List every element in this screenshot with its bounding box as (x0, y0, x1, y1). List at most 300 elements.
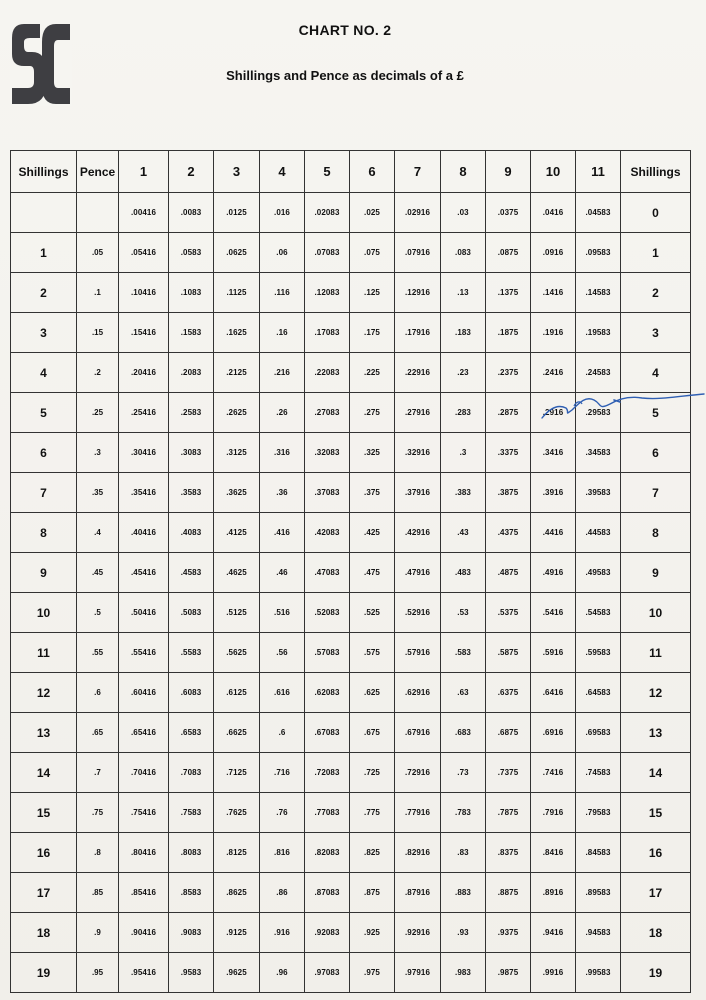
table-row (11, 553, 691, 593)
decimal-value-cell: .4375 (486, 513, 531, 553)
decimal-value-cell: .0083 (169, 193, 214, 233)
decimal-value-cell: .20416 (119, 353, 169, 393)
decimal-value-cell: .9625 (214, 953, 260, 993)
decimal-value-cell: .6125 (214, 673, 260, 713)
shillings-right-cell: 15 (621, 793, 691, 833)
decimal-value-cell: .86 (260, 873, 305, 913)
decimal-value-cell: .56 (260, 633, 305, 673)
decimal-value-cell: .52916 (395, 593, 441, 633)
decimal-value-cell: .7375 (486, 753, 531, 793)
decimal-value-cell: .99583 (576, 953, 621, 993)
decimal-value-cell: .0375 (486, 193, 531, 233)
decimal-value-cell: .183 (441, 313, 486, 353)
shillings-right-cell: 5 (621, 393, 691, 433)
decimal-value-cell: .62083 (305, 673, 350, 713)
decimal-value-cell: .87916 (395, 873, 441, 913)
decimal-value-cell: .4916 (531, 553, 576, 593)
decimal-value-cell: .1875 (486, 313, 531, 353)
decimal-value-cell: .04583 (576, 193, 621, 233)
decimal-value-cell: .5375 (486, 593, 531, 633)
conversion-table (10, 150, 691, 993)
decimal-value-cell: .3916 (531, 473, 576, 513)
decimal-value-cell: .175 (350, 313, 395, 353)
table-row (11, 873, 691, 913)
table-row (11, 713, 691, 753)
pence-cell: .75 (77, 793, 119, 833)
pence-cell: .35 (77, 473, 119, 513)
decimal-value-cell: .0416 (531, 193, 576, 233)
decimal-value-cell: .53 (441, 593, 486, 633)
decimal-value-cell: .125 (350, 273, 395, 313)
table-body (11, 193, 691, 993)
shillings-right-cell: 13 (621, 713, 691, 753)
decimal-value-cell: .9083 (169, 913, 214, 953)
decimal-value-cell: .6083 (169, 673, 214, 713)
header-pence-1: 1 (119, 151, 169, 193)
decimal-value-cell: .00416 (119, 193, 169, 233)
header-shillings: Shillings (11, 151, 77, 193)
shillings-right-cell: 9 (621, 553, 691, 593)
decimal-value-cell: .76 (260, 793, 305, 833)
decimal-value-cell: .44583 (576, 513, 621, 553)
decimal-value-cell: .96 (260, 953, 305, 993)
decimal-value-cell: .516 (260, 593, 305, 633)
decimal-value-cell: .77916 (395, 793, 441, 833)
decimal-value-cell: .9375 (486, 913, 531, 953)
table-row (11, 513, 691, 553)
decimal-value-cell: .075 (350, 233, 395, 273)
decimal-value-cell: .4083 (169, 513, 214, 553)
shillings-right-cell: 8 (621, 513, 691, 553)
decimal-value-cell: .27083 (305, 393, 350, 433)
decimal-value-cell: .67083 (305, 713, 350, 753)
shillings-right-cell: 18 (621, 913, 691, 953)
decimal-value-cell: .025 (350, 193, 395, 233)
table-row (11, 953, 691, 993)
decimal-value-cell: .07083 (305, 233, 350, 273)
decimal-value-cell: .19583 (576, 313, 621, 353)
decimal-value-cell: .4583 (169, 553, 214, 593)
table-row (11, 673, 691, 713)
shillings-cell: 5 (11, 393, 77, 433)
table-row (11, 273, 691, 313)
decimal-value-cell: .4875 (486, 553, 531, 593)
table-row (11, 833, 691, 873)
shillings-right-cell: 19 (621, 953, 691, 993)
decimal-value-cell: .57916 (395, 633, 441, 673)
decimal-value-cell: .0583 (169, 233, 214, 273)
header-pence-11: 11 (576, 151, 621, 193)
table-row (11, 793, 691, 833)
decimal-value-cell: .13 (441, 273, 486, 313)
decimal-value-cell: .45416 (119, 553, 169, 593)
shillings-right-cell: 10 (621, 593, 691, 633)
decimal-value-cell: .1416 (531, 273, 576, 313)
header-pence-6: 6 (350, 151, 395, 193)
decimal-value-cell: .2916 (531, 393, 576, 433)
decimal-value-cell: .3125 (214, 433, 260, 473)
table-row (11, 593, 691, 633)
header-pence-5: 5 (305, 151, 350, 193)
shillings-cell: 8 (11, 513, 77, 553)
decimal-value-cell: .83 (441, 833, 486, 873)
pence-cell: .45 (77, 553, 119, 593)
decimal-value-cell: .3083 (169, 433, 214, 473)
shillings-cell: 6 (11, 433, 77, 473)
shillings-cell: 1 (11, 233, 77, 273)
decimal-value-cell: .95416 (119, 953, 169, 993)
decimal-value-cell: .85416 (119, 873, 169, 913)
decimal-value-cell: .825 (350, 833, 395, 873)
pence-cell: .7 (77, 753, 119, 793)
decimal-value-cell: .17083 (305, 313, 350, 353)
decimal-value-cell: .325 (350, 433, 395, 473)
shillings-right-cell: 14 (621, 753, 691, 793)
decimal-value-cell: .583 (441, 633, 486, 673)
decimal-value-cell: .316 (260, 433, 305, 473)
decimal-value-cell: .9875 (486, 953, 531, 993)
shillings-cell: 9 (11, 553, 77, 593)
pence-cell: .55 (77, 633, 119, 673)
decimal-value-cell: .8125 (214, 833, 260, 873)
decimal-value-cell: .3625 (214, 473, 260, 513)
decimal-value-cell: .7083 (169, 753, 214, 793)
pence-cell: .1 (77, 273, 119, 313)
shillings-right-cell: 4 (621, 353, 691, 393)
shillings-right-cell: 17 (621, 873, 691, 913)
pence-cell: .3 (77, 433, 119, 473)
chart-title: Shillings and Pence as decimals of a £ (226, 68, 464, 83)
decimal-value-cell: .4625 (214, 553, 260, 593)
shillings-right-cell: 6 (621, 433, 691, 473)
decimal-value-cell: .87083 (305, 873, 350, 913)
pence-cell: .6 (77, 673, 119, 713)
header-pence-8: 8 (441, 151, 486, 193)
decimal-value-cell: .79583 (576, 793, 621, 833)
pence-cell: .95 (77, 953, 119, 993)
shillings-right-cell: 12 (621, 673, 691, 713)
decimal-value-cell: .2375 (486, 353, 531, 393)
decimal-value-cell: .1916 (531, 313, 576, 353)
header-pence: Pence (77, 151, 119, 193)
shillings-cell: 3 (11, 313, 77, 353)
decimal-value-cell: .3 (441, 433, 486, 473)
pence-cell: .05 (77, 233, 119, 273)
decimal-value-cell: .05416 (119, 233, 169, 273)
pence-cell: .15 (77, 313, 119, 353)
decimal-value-cell: .7916 (531, 793, 576, 833)
decimal-value-cell: .0875 (486, 233, 531, 273)
decimal-value-cell: .1083 (169, 273, 214, 313)
table-row (11, 433, 691, 473)
pence-cell: .25 (77, 393, 119, 433)
header-pence-2: 2 (169, 151, 214, 193)
decimal-value-cell: .57083 (305, 633, 350, 673)
table-row (11, 193, 691, 233)
decimal-value-cell: .35416 (119, 473, 169, 513)
decimal-value-cell: .925 (350, 913, 395, 953)
decimal-value-cell: .97083 (305, 953, 350, 993)
decimal-value-cell: .6875 (486, 713, 531, 753)
pence-cell: .2 (77, 353, 119, 393)
decimal-value-cell: .42083 (305, 513, 350, 553)
decimal-value-cell: .675 (350, 713, 395, 753)
decimal-value-cell: .92083 (305, 913, 350, 953)
decimal-value-cell: .92916 (395, 913, 441, 953)
decimal-value-cell: .783 (441, 793, 486, 833)
decimal-value-cell: .82083 (305, 833, 350, 873)
shillings-right-cell: 3 (621, 313, 691, 353)
decimal-value-cell: .12916 (395, 273, 441, 313)
decimal-value-cell: .716 (260, 753, 305, 793)
decimal-value-cell: .47916 (395, 553, 441, 593)
decimal-value-cell: .5125 (214, 593, 260, 633)
decimal-value-cell: .8875 (486, 873, 531, 913)
decimal-value-cell: .083 (441, 233, 486, 273)
decimal-value-cell: .12083 (305, 273, 350, 313)
pence-cell: .5 (77, 593, 119, 633)
decimal-value-cell: .37083 (305, 473, 350, 513)
table-row (11, 393, 691, 433)
decimal-value-cell: .42916 (395, 513, 441, 553)
decimal-value-cell: .72083 (305, 753, 350, 793)
shillings-cell: 18 (11, 913, 77, 953)
table-row (11, 633, 691, 673)
table-row (11, 313, 691, 353)
decimal-value-cell: .69583 (576, 713, 621, 753)
decimal-value-cell: .8375 (486, 833, 531, 873)
decimal-value-cell: .1625 (214, 313, 260, 353)
shillings-cell: 13 (11, 713, 77, 753)
decimal-value-cell: .07916 (395, 233, 441, 273)
shillings-cell: 14 (11, 753, 77, 793)
decimal-value-cell: .8416 (531, 833, 576, 873)
shillings-cell: 2 (11, 273, 77, 313)
decimal-value-cell: .36 (260, 473, 305, 513)
decimal-value-cell: .47083 (305, 553, 350, 593)
decimal-value-cell: .80416 (119, 833, 169, 873)
decimal-value-cell: .4416 (531, 513, 576, 553)
decimal-value-cell: .09583 (576, 233, 621, 273)
decimal-value-cell: .32916 (395, 433, 441, 473)
decimal-value-cell: .25416 (119, 393, 169, 433)
decimal-value-cell: .97916 (395, 953, 441, 993)
decimal-value-cell: .3583 (169, 473, 214, 513)
decimal-value-cell: .016 (260, 193, 305, 233)
decimal-value-cell: .9416 (531, 913, 576, 953)
decimal-value-cell: .116 (260, 273, 305, 313)
table-row (11, 753, 691, 793)
decimal-value-cell: .216 (260, 353, 305, 393)
pence-cell: .4 (77, 513, 119, 553)
decimal-value-cell: .6375 (486, 673, 531, 713)
decimal-value-cell: .62916 (395, 673, 441, 713)
decimal-value-cell: .22083 (305, 353, 350, 393)
decimal-value-cell: .6583 (169, 713, 214, 753)
decimal-value-cell: .9125 (214, 913, 260, 953)
decimal-value-cell: .916 (260, 913, 305, 953)
shillings-right-cell: 7 (621, 473, 691, 513)
shillings-cell: 4 (11, 353, 77, 393)
decimal-value-cell: .2125 (214, 353, 260, 393)
shillings-cell: 12 (11, 673, 77, 713)
table-row (11, 353, 691, 393)
decimal-value-cell: .50416 (119, 593, 169, 633)
decimal-value-cell: .90416 (119, 913, 169, 953)
decimal-value-cell: .1375 (486, 273, 531, 313)
decimal-value-cell: .3416 (531, 433, 576, 473)
decimal-value-cell: .7625 (214, 793, 260, 833)
decimal-value-cell: .84583 (576, 833, 621, 873)
decimal-value-cell: .7875 (486, 793, 531, 833)
table-row (11, 473, 691, 513)
header-pence-3: 3 (214, 151, 260, 193)
decimal-value-cell: .2875 (486, 393, 531, 433)
decimal-value-cell: .816 (260, 833, 305, 873)
shillings-cell: 15 (11, 793, 77, 833)
decimal-value-cell: .65416 (119, 713, 169, 753)
decimal-value-cell: .425 (350, 513, 395, 553)
decimal-value-cell: .8583 (169, 873, 214, 913)
pence-cell: .65 (77, 713, 119, 753)
shillings-right-cell: 2 (621, 273, 691, 313)
decimal-value-cell: .75416 (119, 793, 169, 833)
header-pence-4: 4 (260, 151, 305, 193)
table-row (11, 913, 691, 953)
decimal-value-cell: .43 (441, 513, 486, 553)
table-row (11, 233, 691, 273)
decimal-value-cell: .29583 (576, 393, 621, 433)
decimal-value-cell: .10416 (119, 273, 169, 313)
decimal-value-cell: .283 (441, 393, 486, 433)
decimal-value-cell: .8625 (214, 873, 260, 913)
decimal-value-cell: .55416 (119, 633, 169, 673)
decimal-value-cell: .1583 (169, 313, 214, 353)
decimal-value-cell: .6416 (531, 673, 576, 713)
decimal-value-cell: .06 (260, 233, 305, 273)
decimal-value-cell: .77083 (305, 793, 350, 833)
decimal-value-cell: .70416 (119, 753, 169, 793)
decimal-value-cell: .2083 (169, 353, 214, 393)
decimal-value-cell: .8083 (169, 833, 214, 873)
decimal-value-cell: .883 (441, 873, 486, 913)
decimal-value-cell: .17916 (395, 313, 441, 353)
decimal-value-cell: .375 (350, 473, 395, 513)
decimal-value-cell: .6625 (214, 713, 260, 753)
pence-cell: .9 (77, 913, 119, 953)
decimal-value-cell: .14583 (576, 273, 621, 313)
decimal-value-cell: .27916 (395, 393, 441, 433)
shillings-cell: 16 (11, 833, 77, 873)
decimal-value-cell: .0625 (214, 233, 260, 273)
decimal-value-cell: .625 (350, 673, 395, 713)
decimal-value-cell: .683 (441, 713, 486, 753)
pence-cell: .85 (77, 873, 119, 913)
shillings-cell (11, 193, 77, 233)
decimal-value-cell: .32083 (305, 433, 350, 473)
decimal-value-cell: .5625 (214, 633, 260, 673)
decimal-value-cell: .9916 (531, 953, 576, 993)
decimal-value-cell: .4125 (214, 513, 260, 553)
decimal-value-cell: .0125 (214, 193, 260, 233)
decimal-value-cell: .225 (350, 353, 395, 393)
decimal-value-cell: .416 (260, 513, 305, 553)
shillings-right-cell: 11 (621, 633, 691, 673)
shillings-right-cell: 1 (621, 233, 691, 273)
shillings-right-cell: 0 (621, 193, 691, 233)
header-row (11, 151, 691, 193)
pence-cell: .8 (77, 833, 119, 873)
header-pence-10: 10 (531, 151, 576, 193)
decimal-value-cell: .7125 (214, 753, 260, 793)
shillings-cell: 7 (11, 473, 77, 513)
header-pence-9: 9 (486, 151, 531, 193)
decimal-value-cell: .5583 (169, 633, 214, 673)
decimal-value-cell: .3875 (486, 473, 531, 513)
decimal-value-cell: .60416 (119, 673, 169, 713)
decimal-value-cell: .49583 (576, 553, 621, 593)
decimal-value-cell: .975 (350, 953, 395, 993)
decimal-value-cell: .0916 (531, 233, 576, 273)
decimal-value-cell: .525 (350, 593, 395, 633)
decimal-value-cell: .74583 (576, 753, 621, 793)
decimal-value-cell: .39583 (576, 473, 621, 513)
decimal-value-cell: .5916 (531, 633, 576, 673)
decimal-value-cell: .483 (441, 553, 486, 593)
decimal-value-cell: .6916 (531, 713, 576, 753)
decimal-value-cell: .82916 (395, 833, 441, 873)
decimal-value-cell: .02083 (305, 193, 350, 233)
decimal-value-cell: .93 (441, 913, 486, 953)
decimal-value-cell: .2416 (531, 353, 576, 393)
decimal-value-cell: .383 (441, 473, 486, 513)
decimal-value-cell: .983 (441, 953, 486, 993)
decimal-value-cell: .40416 (119, 513, 169, 553)
decimal-value-cell: .7416 (531, 753, 576, 793)
decimal-value-cell: .24583 (576, 353, 621, 393)
header-pence-7: 7 (395, 151, 441, 193)
pence-cell (77, 193, 119, 233)
decimal-value-cell: .52083 (305, 593, 350, 633)
shillings-cell: 11 (11, 633, 77, 673)
decimal-value-cell: .8916 (531, 873, 576, 913)
decimal-value-cell: .23 (441, 353, 486, 393)
decimal-value-cell: .54583 (576, 593, 621, 633)
decimal-value-cell: .775 (350, 793, 395, 833)
decimal-value-cell: .30416 (119, 433, 169, 473)
decimal-value-cell: .72916 (395, 753, 441, 793)
decimal-value-cell: .575 (350, 633, 395, 673)
decimal-value-cell: .02916 (395, 193, 441, 233)
decimal-value-cell: .16 (260, 313, 305, 353)
decimal-value-cell: .6 (260, 713, 305, 753)
decimal-value-cell: .89583 (576, 873, 621, 913)
decimal-value-cell: .3375 (486, 433, 531, 473)
shillings-cell: 17 (11, 873, 77, 913)
decimal-value-cell: .2625 (214, 393, 260, 433)
decimal-value-cell: .7583 (169, 793, 214, 833)
decimal-value-cell: .59583 (576, 633, 621, 673)
decimal-value-cell: .616 (260, 673, 305, 713)
decimal-value-cell: .26 (260, 393, 305, 433)
decimal-value-cell: .475 (350, 553, 395, 593)
decimal-value-cell: .1125 (214, 273, 260, 313)
decimal-value-cell: .15416 (119, 313, 169, 353)
decimal-value-cell: .725 (350, 753, 395, 793)
decimal-value-cell: .46 (260, 553, 305, 593)
decimal-value-cell: .34583 (576, 433, 621, 473)
decimal-value-cell: .275 (350, 393, 395, 433)
